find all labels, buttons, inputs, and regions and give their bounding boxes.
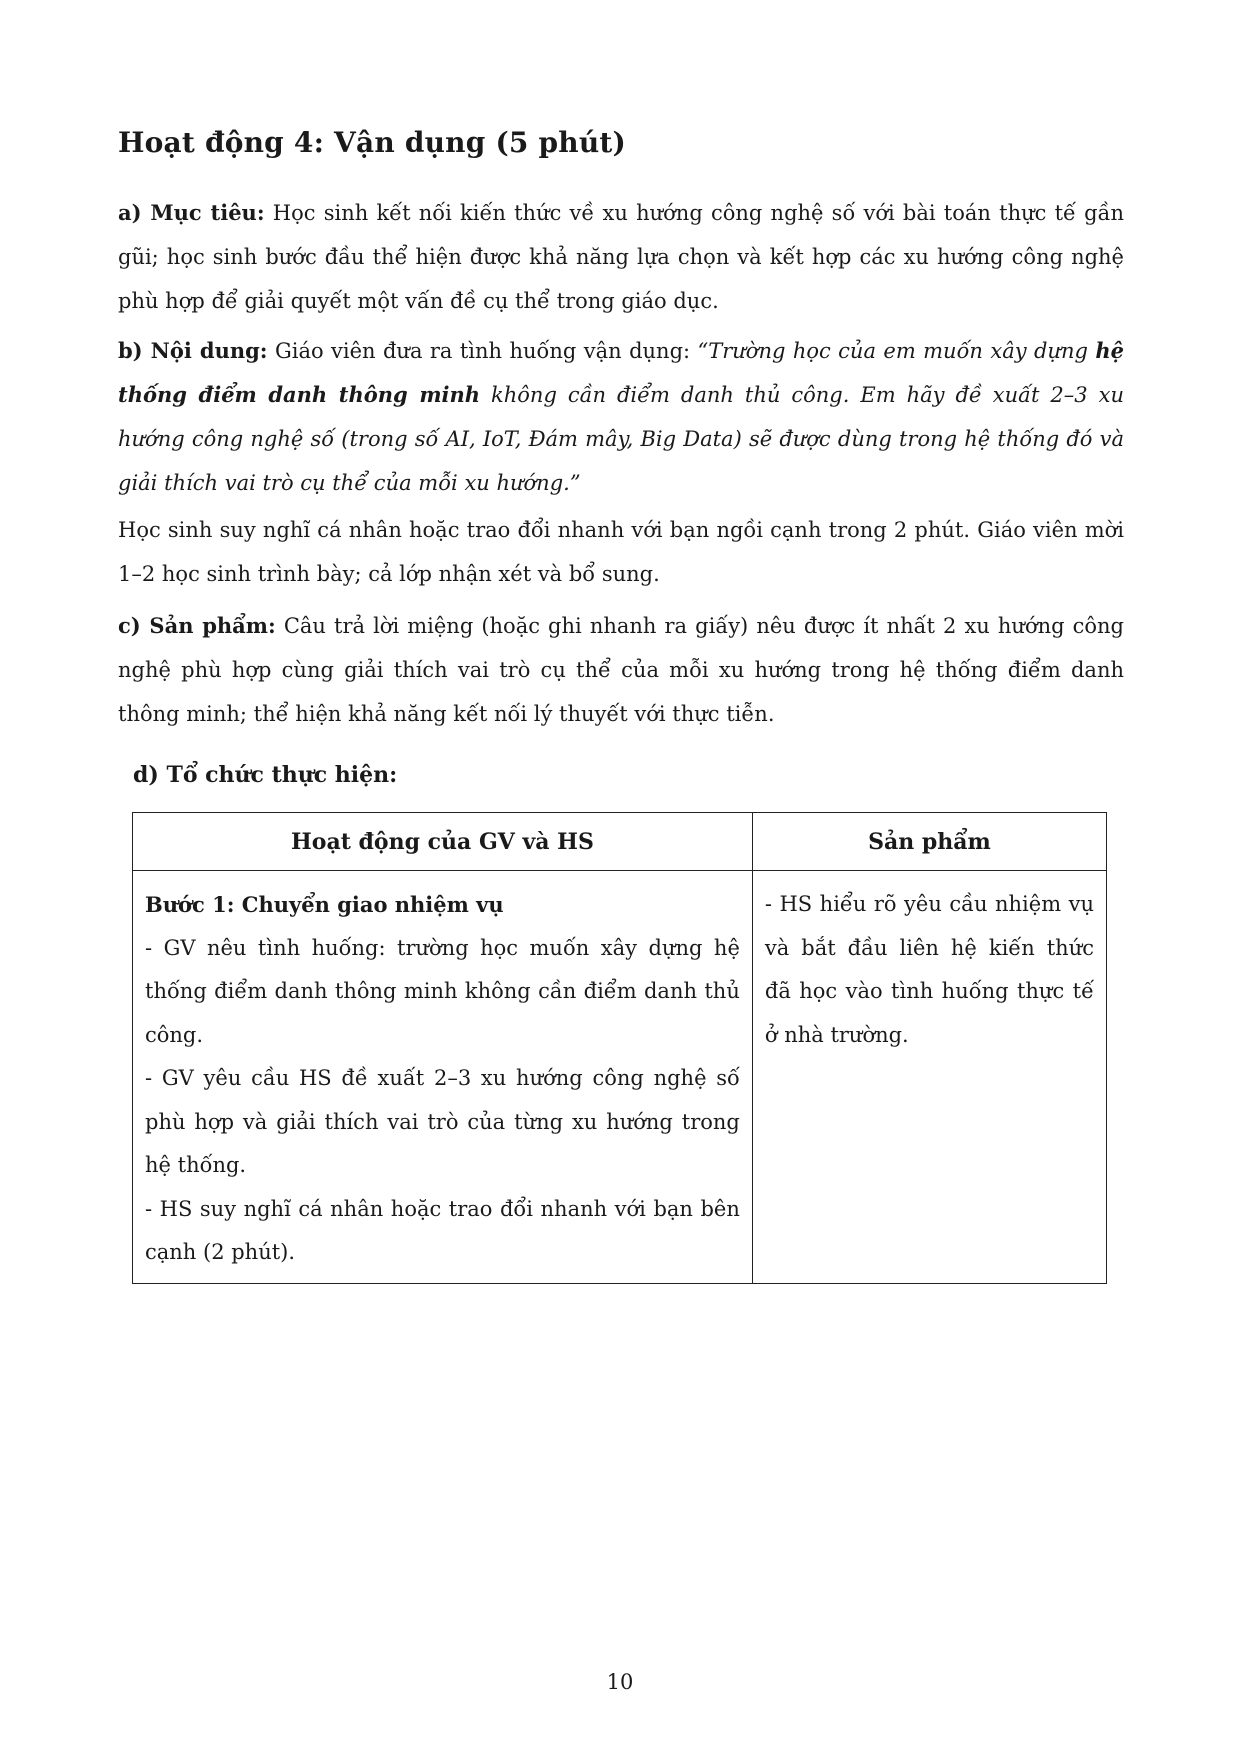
product-text: - HS hiểu rõ yêu cầu nhiệm vụ và bắt đầu liên hệ kiến thức đã học vào tình huống thực tế ở nhà trường. xyxy=(764,892,1094,1047)
section-a-text: Học sinh kết nối kiến thức về xu hướng công nghệ số với bài toán thực tế gần gũi; học sinh bước đầu thể hiện được khả năng lựa chọn và kết hợp các xu hướng công nghệ phù hợp để giải quyết một vấn đề cụ thể trong giáo dục. xyxy=(118,201,1124,313)
section-d-label: d) Tổ chức thực hiện: xyxy=(133,762,398,788)
section-b-intro: Giáo viên đưa ra tình huống vận dụng: xyxy=(267,339,698,363)
activity-cell xyxy=(133,871,753,1284)
section-c-text: Câu trả lời miệng (hoặc ghi nhanh ra giấy) nêu được ít nhất 2 xu hướng công nghệ phù hợp cùng giải thích vai trò cụ thể của mỗi xu hướng trong hệ thống điểm danh thông minh; thể hiện khả năng kết nối lý thuyết với thực tiễn. xyxy=(118,614,1125,726)
section-b-followup: Học sinh suy nghĩ cá nhân hoặc trao đổi nhanh với bạn ngồi cạnh trong 2 phút. Giáo viên mời 1–2 học sinh trình bày; cả lớp nhận xét và bổ sung. xyxy=(118,518,1124,586)
section-b-quote-end: không cần điểm danh thủ công. Em hãy đề xuất 2–3 xu hướng công nghệ số (trong số AI, IoT, Đám mây, Big Data) sẽ được dùng trong hệ thống đó và giải thích vai trò cụ thể của mỗi xu hướng.” xyxy=(118,383,1124,495)
page-number: 10 xyxy=(606,1670,634,1694)
section-b-label: b) Nội dung: xyxy=(118,338,268,363)
table-row xyxy=(133,871,1107,1284)
activity-line: - HS suy nghĩ cá nhân hoặc trao đổi nhanh với bạn bên cạnh (2 phút). xyxy=(145,1196,740,1264)
table-header-row xyxy=(133,813,1107,871)
section-c-product xyxy=(118,604,1124,736)
activity-heading: Hoạt động 4: Vận dụng (5 phút) xyxy=(118,126,627,159)
section-a-label: a) Mục tiêu: xyxy=(118,200,265,225)
table-header-activity: Hoạt động của GV và HS xyxy=(133,813,753,871)
section-c-label: c) Sản phẩm: xyxy=(118,613,276,638)
section-b-quote-bold: hệ thống điểm danh thông minh xyxy=(118,338,1124,407)
section-b-content xyxy=(118,329,1124,505)
section-a-objective xyxy=(118,191,1124,323)
section-b-quote-start: “Trường học của em muốn xây dựng xyxy=(697,339,1096,363)
step-title: Bước 1: Chuyển giao nhiệm vụ xyxy=(145,892,504,917)
table-header-product: Sản phẩm xyxy=(752,813,1106,871)
organization-table xyxy=(132,812,1107,1284)
activity-line: - GV yêu cầu HS đề xuất 2–3 xu hướng công nghệ số phù hợp và giải thích vai trò của từng xu hướng trong hệ thống. xyxy=(145,1066,740,1177)
activity-line: - GV nêu tình huống: trường học muốn xây dựng hệ thống điểm danh thông minh không cần điểm danh thủ công. xyxy=(145,935,740,1047)
product-cell xyxy=(752,871,1106,1284)
